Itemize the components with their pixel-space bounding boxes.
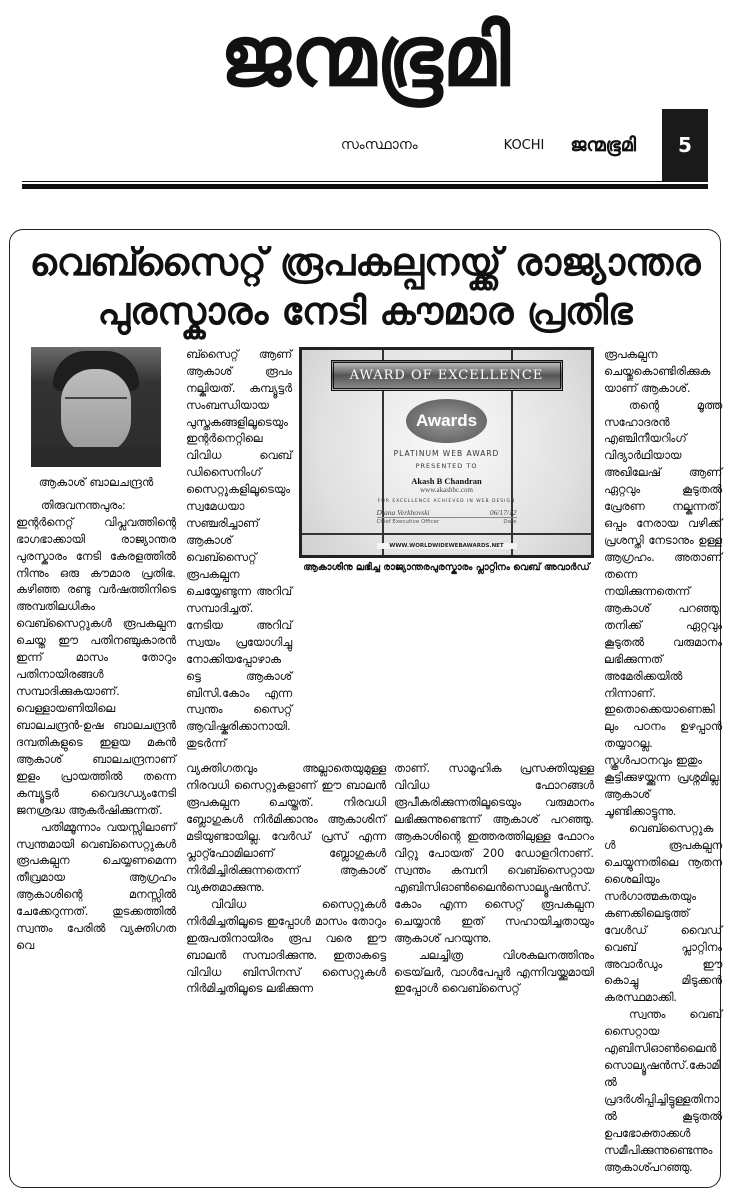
headline-line-2: പുരസ്കാരം നേടി കൗമാര പ്രതിഭ (97, 289, 633, 334)
column-3 (186, 761, 386, 998)
date-label: Date (503, 518, 517, 525)
photo-face (61, 369, 131, 455)
award-name: PLATINUM WEB AWARD (393, 448, 500, 458)
paragraph: സ്വന്തം വെബ് സൈറ്റായ എബിസിഓൺലൈൻസൊല്യൂഷൻസ്.കോമിൽ പ്രദർശിപ്പിച്ചിട്ടുള്ളതിനാൽ കൂടുതൽ ഉപഭോക്താക്കൾ സമീപിക്കുന്നുണ്ടെന്നും ആകാശ്പറഞ്ഞു. (604, 1008, 722, 1174)
awards-logo: Awards (406, 399, 487, 443)
article-body (16, 347, 722, 1177)
award-certificate-image (299, 347, 594, 558)
column-1 (16, 498, 176, 955)
paragraph: തന്റെ മൂത്ത സഹോദരൻ എഞ്ചിനീയറിംഗ് വിദ്യാർഥിയായ അഖിലേഷ് ആണ് ഏറ്റവും കൂടുതൽ പ്രേരണ നല്കുന്നത്. ഒപ്പം നേരായ വഴിക്ക് പ്രശസ്തി നേടാനും ഉള്ള ആഗ്രഹം. അതാണ് തന്നെ നയിക്കുന്നതെന്ന് ആകാശ് പറഞ്ഞു. തനിക്ക് ഏറ്റവും കൂടുതൽ വരുമാനം ലഭിക്കുന്നത് അമേരിക്കയിൽ നിന്നാണ്. ഇതൊക്കെയാണെങ്കിലും പഠനം ഉഴപ്പാൻ തയ്യാറല്ല. സ്കൂൾപഠനവും ഇതും (604, 398, 722, 768)
award-caption: ആകാശിനു ലഭിച്ച രാജ്യാന്തരപുരസ്കാരം പ്ലാറ്റിനം വെബ് അവാർഡ് (303, 561, 590, 573)
paragraph: കൂട്ടിക്കുഴയ്ക്കുന്ന പ്രശ്നമില്ല. ആകാശ് ചൂണ്ടിക്കാട്ടുന്നു. (604, 771, 722, 819)
left-column (16, 347, 176, 955)
mini-masthead-logo: ജന്മഭൂമി (570, 134, 636, 156)
column-4 (394, 761, 594, 998)
header-rule-thin (22, 181, 708, 182)
photo-shirt (31, 447, 161, 467)
newspaper-masthead-logo: ജന്മഭൂമി (219, 7, 511, 105)
edition-city: KOCHI (503, 137, 545, 153)
signature-labels (377, 519, 517, 525)
frame-line (302, 533, 591, 535)
signature-row (377, 508, 517, 518)
article-frame (9, 229, 721, 1188)
paragraph: ബ്സൈറ്റ് ആണ് ആകാശ് രൂപം നല്കിയത്. കമ്പ്യൂട്ടർ സംബന്ധിയായ പുസ്തകങ്ങളിലൂടെയും ഇന്റർനെറ്റിലെ വിവിധ വെബ് ഡിസൈനിംഗ് സൈറ്റുകളിലൂടെയും സ്വമേധയാ സഞ്ചരിച്ചാണ് ആകാശ് വെബ്സൈറ്റ് രൂപകല്പന ചെയ്യേണ്ടുന്ന അറിവ് സമ്പാദിച്ചത്. നേടിയ അറിവ് സ്വയം പ്രയോഗിച്ചു നോക്കിയപ്പോഴാകട്ടെ ആകാശ് ബിസി.കോം എന്ന സ്വന്തം സൈറ്റ് ആവിഷ്കരിക്കാനായി. തുടർന്ന് (186, 347, 292, 751)
column-6 (604, 770, 722, 1177)
award-date: 06/17/12 (489, 507, 517, 517)
page-number: 5 (662, 109, 708, 181)
paragraph: വെബ്സൈറ്റുകൾ രൂപകല്പന ചെയ്യുന്നതിലെ നൂതന ശൈലിയും സർഗാത്മകതയും കണക്കിലെടുത്ത് വേൾഡ് വൈഡ് വെബ് പ്ലാറ്റിനം അവാർഡും ഈ കൊച്ചു മിടുക്കൻ കരസ്ഥമാക്കി. (604, 822, 722, 1005)
right-column (604, 347, 722, 1177)
column-5 (604, 347, 722, 770)
header-rule (22, 184, 708, 189)
paragraph: രൂപകല്പന ചെയ്തുകൊണ്ടിരിക്കുകയാണ് ആകാശ്. (604, 347, 711, 395)
middle-top-row (186, 347, 594, 754)
middle-bottom-row (186, 761, 594, 998)
recipient-website: www.akashbc.com (420, 485, 473, 494)
headline-line-1: വെബ്സൈറ്റ് രൂപകല്പനയ്ക്ക് രാജ്യാന്തര (29, 240, 701, 284)
photo-caption: ആകാശ് ബാലചന്ദ്രൻ (38, 474, 154, 489)
awards-url: WWW.WORLDWIDEWEBAWARDS.NET (377, 543, 517, 549)
paragraph: പതിമ്മൂന്നാം വയസ്സിലാണ് സ്വന്തമായി വെബ്സൈറ്റുകൾ രൂപകല്പന ചെയ്യണമെന്ന തീവ്രമായ ആഗ്രഹം ആകാശിന്റെ മനസ്സിൽ ചേക്കേറുന്നത്. തുടക്കത്തിൽ സ്വന്തം പേരിൽ വ്യക്തിഗത വെ (16, 820, 176, 953)
section-label: സംസ്ഥാനം (340, 137, 418, 153)
middle-section (186, 347, 594, 999)
certificate-body (377, 399, 517, 525)
award-figure (299, 347, 594, 573)
header-strip (22, 109, 708, 181)
column-2 (186, 347, 292, 754)
page-header (0, 0, 729, 189)
paragraph: തിരുവനന്തപുരം: ഇന്റർനെറ്റ് വിപ്ലവത്തിന്റെ ഭാഗഭാക്കായി രാജ്യാന്തര പുരസ്കാരം നേടി കേരളത്തിൽ നിന്നും ഒരു കൗമാര പ്രതിഭ. കഴിഞ്ഞ രണ്ടു വർഷത്തിനിടെ അമ്പതിലധികം വെബ്സൈറ്റുകൾ രൂപകല്പന ചെയ്ത ഈ പതിനഞ്ചുകാരൻ ഇന്ന് മാസം തോറും പതിനായിരങ്ങൾ സമ്പാദിക്കുകയാണ്. വെള്ളായണിയിലെ ബാലചന്ദ്രൻ-ഉഷ ബാലചന്ദ്രൻ ദമ്പതികളുടെ ഇളയ മകൻ ആകാശ് ബാലചന്ദ്രനാണ് ഇളം പ്രായത്തിൽ തന്നെ കമ്പ്യൂട്ടർ വൈദഗ്ധ്യംനേടി ജനശ്രദ്ധ ആകർഷിക്കുന്നത്. (16, 498, 176, 817)
portrait-photo (31, 347, 161, 467)
paragraph: വ്യക്തിഗതവും അല്ലാതെയുമുള്ള നിരവധി സൈറ്റുകളാണ് ഈ ബാലൻ രൂപകല്പന ചെയ്തത്. നിരവധി ബ്ലോഗുകൾ നിർമിക്കാനും ആകാശിന് മടിയുണ്ടായില്ല. വേർഡ് പ്രസ് എന്ന പ്ലാറ്റ്ഫോമിലാണ് ബ്ലോഗുകൾ നിർമിച്ചിരിക്കുന്നതെന്ന് ആകാശ് വ്യക്തമാക്കുന്നു. (186, 762, 386, 894)
signature: Diana Verkhovski (376, 507, 430, 517)
award-reason: FOR EXCELLENCE ACHIEVED IN WEB DESIGN (377, 498, 516, 504)
photo-glasses (65, 397, 127, 411)
paragraph: താണ്. സാമൂഹിക പ്രസക്തിയുള്ള വിവിധ ഫോറങ്ങൾ രൂപീകരിക്കുന്നതിലൂടെയും വരുമാനം ലഭിക്കുന്നുണ്ടെന്ന് ആകാശ് പറഞ്ഞു. ആകാശിന്റെ ഇത്തരത്തിലുള്ള ഫോറം വിറ്റു പോയത് 200 ഡോളറിനാണ്. സ്വന്തം കമ്പനി വെബ്സൈറ്റായ എബിസിഓൺലൈൻസൊല്യൂഷൻസ്.കോം എന്ന സൈറ്റ് രൂപകല്പന ചെയ്യാൻ ഇത് സഹായിച്ചതായും ആകാശ് പറയുന്നു. (394, 762, 594, 945)
paragraph: വിവിധ സൈറ്റുകൾ നിർമിച്ചതിലൂടെ ഇപ്പോൾ മാസം തോറും ഇരുപതിനായിരം രൂപ വരെ ഈ ബാലൻ സമ്പാദിക്കുന്നു. ഇതാകട്ടെ വിവിധ ബിസിനസ് സൈറ്റുകൾ നിർമിച്ചതിലൂടെ ലഭിക്കുന്ന (186, 897, 386, 996)
award-banner: AWARD OF EXCELLENCE (331, 360, 563, 391)
signer-title: Chief Executive Officer (376, 518, 440, 525)
paragraph: ചലച്ചിത്ര വിശകലനത്തിനും ട്രെയ്‌ലർ, വാൾപേപ്പർ എന്നിവയ്ക്കുമായി ഇപ്പോൾ വൈബ്സൈറ്റ് (394, 948, 594, 996)
presented-to: PRESENTED TO (415, 461, 478, 470)
recipient-name: Akash B Chandran (411, 475, 482, 486)
